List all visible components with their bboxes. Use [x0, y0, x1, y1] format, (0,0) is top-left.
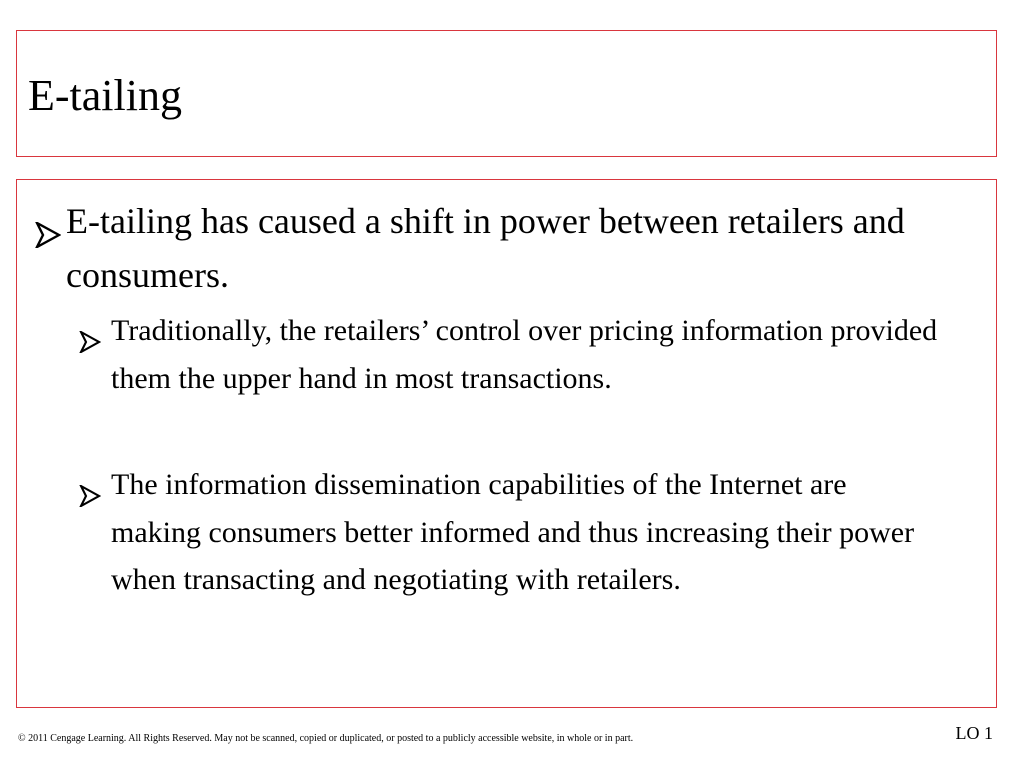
arrowhead-bullet-icon	[35, 209, 61, 263]
arrowhead-bullet-icon	[79, 474, 101, 522]
arrowhead-bullet-icon	[79, 320, 101, 368]
bullet-level2-text: Traditionally, the retailers’ control over pricing information provided them the upper hand in most transactions.	[111, 314, 938, 395]
bullet-level2	[79, 307, 939, 402]
copyright-footer: © 2011 Cengage Learning. All Rights Reserved. May not be scanned, copied or duplicated, or posted to a publicly accessible website, in whole or in part.	[18, 733, 634, 744]
bullet-level2-text: The information dissemination capabilities of the Internet are making consumers better informed and thus increasing their power when transacting and negotiating with retailers.	[111, 468, 915, 596]
bullet-level1-text: E-tailing has caused a shift in power between retailers and consumers.	[66, 201, 905, 295]
learning-objective-label: LO 1	[955, 723, 993, 743]
bullet-level1	[35, 194, 915, 302]
title-frame	[16, 30, 997, 157]
content-frame	[16, 179, 997, 708]
bullet-level2	[79, 461, 939, 604]
slide-title: E-tailing	[28, 71, 182, 120]
